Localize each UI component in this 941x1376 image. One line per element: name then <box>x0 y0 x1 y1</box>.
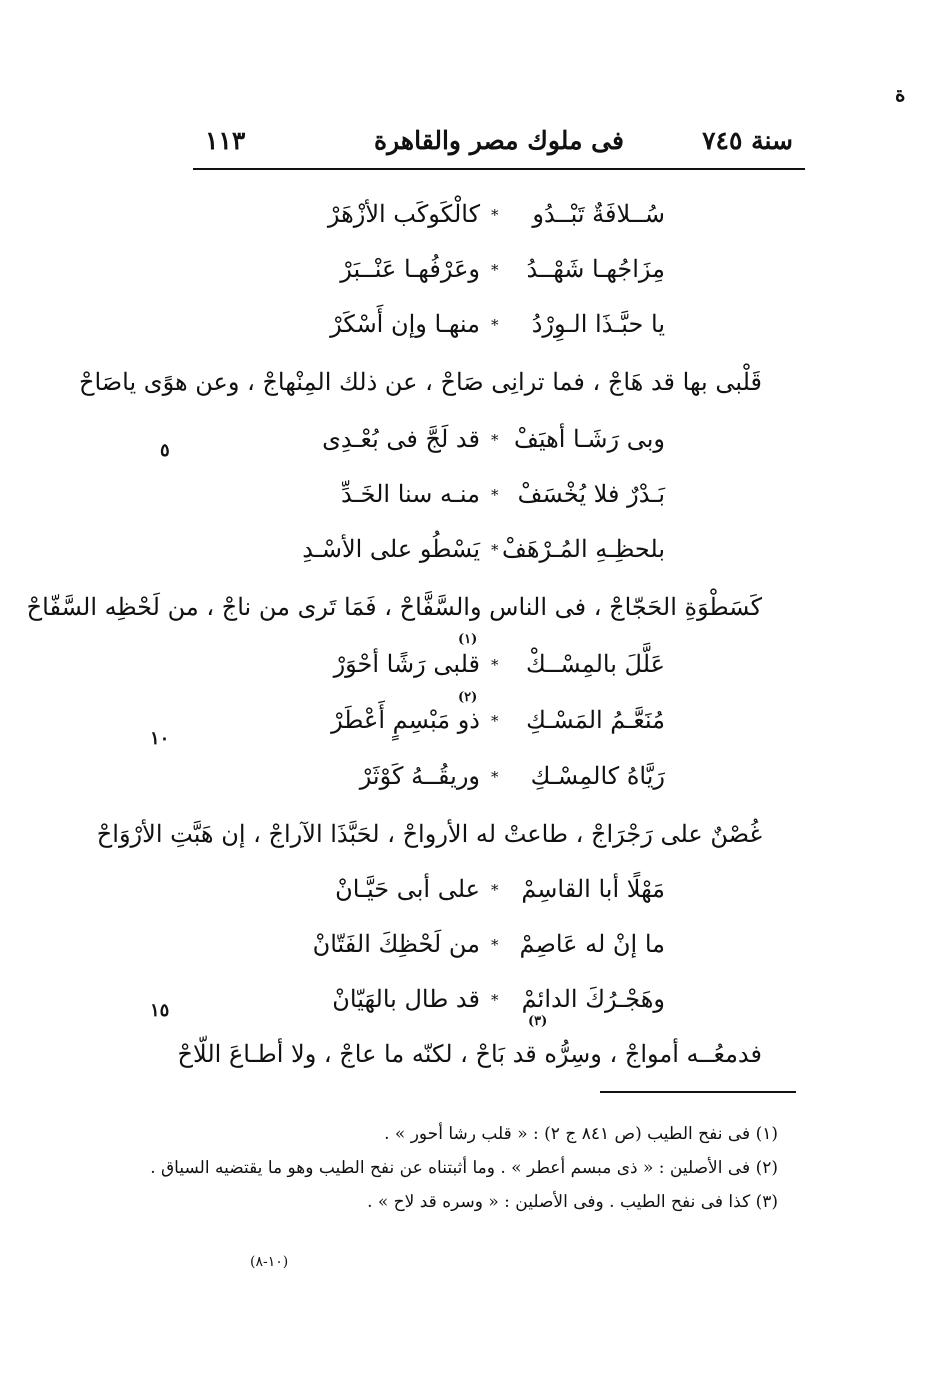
verse-line <box>0 255 941 295</box>
prose-line: غُصْنٌ على رَجْرَاجْ ، طاعتْ له الأرواحْ ، لحَبَّذَا الآراجْ ، إن هَبَّتِ الأرْوَاحْ <box>96 820 762 848</box>
hemistich-second: منهـا وإن أَسْكَرْ <box>330 310 480 338</box>
separator-star: * <box>491 541 499 559</box>
line-number-margin: ١٠ <box>150 728 170 749</box>
line-number-margin: ٥ <box>160 440 170 461</box>
separator-star: * <box>491 206 499 224</box>
hemistich-second: على أبى حَيَّـانْ <box>335 875 480 903</box>
hemistich-first: وبى رَشَـا أهيَفْ <box>514 425 665 453</box>
separator-star: * <box>491 936 499 954</box>
footnote-marker: (٢) <box>458 690 478 705</box>
running-header <box>193 118 805 170</box>
footnote: (٢) فى الأصلين : « ذى مبسم أعطر » . وما أثبتناه عن نفح الطيب وهو ما يقتضيه السياق . <box>150 1158 778 1178</box>
hemistich-first: بَـدْرٌ فلا يُخْسَفْ <box>517 480 665 508</box>
prose-line: قَلْبى بها قد هَاجْ ، فما ترانِى صَاحْ ، عن ذلك المِنْهاجْ ، وعن هوًى ياصَاحْ <box>78 368 762 396</box>
separator-star: * <box>491 316 499 334</box>
hemistich-second: قد لَجَّ فى بُعْـدِى <box>322 425 480 453</box>
verse-line <box>0 650 941 690</box>
separator-star: * <box>491 431 499 449</box>
verse-line <box>0 706 941 746</box>
hemistich-second: كالْكَوكَب الأزْهَرْ <box>327 200 480 228</box>
hemistich-second: منـه سنا الخَـدِّ <box>340 480 480 508</box>
verse-line <box>0 762 941 802</box>
header-title: فى ملوك مصر والقاهرة <box>374 126 624 155</box>
hemistich-first: رَيَّاهُ كالمِسْـكِ <box>530 762 665 790</box>
footnote-rule <box>600 1091 796 1093</box>
verse-line <box>0 425 941 465</box>
header-year: سنة ٧٤٥ <box>702 126 793 155</box>
hemistich-first: بلحظِـهِ المُـرْهَفْ <box>502 535 665 563</box>
hemistich-second: وعَرْفُهـا عَنْــبَرْ <box>340 255 480 283</box>
hemistich-second: من لَحْظِكَ الفَتّانْ <box>312 930 480 958</box>
prose-line: كَسَطْوَةِ الحَجّاجْ ، فى الناس والسَّفَّاحْ ، فَمَا تَرى من ناجْ ، من لَحْظِه السَّفّاحْ <box>26 593 762 621</box>
verse-line <box>0 310 941 350</box>
hemistich-second: ذو مَبْسِمٍ أَعْطَرْ <box>331 706 480 734</box>
footnote-marker: (٣) <box>528 1014 548 1029</box>
separator-star: * <box>491 991 499 1009</box>
hemistich-first: عَلَّلَ بالمِسْــكْ <box>526 650 665 678</box>
verse-line <box>0 480 941 520</box>
hemistich-second: وريقُــهُ كَوْثَرْ <box>359 762 480 790</box>
footnote: (١) فى نفح الطيب (ص ٨٤١ ج ٢) : « قلب رشا أحور » . <box>384 1124 778 1144</box>
prose-line: فدمعُــه أمواجْ ، وسِرُّه قد بَاحْ ، لكنّه ما عاجْ ، ولا أطـاعَ اللّاحْ <box>177 1040 762 1068</box>
hemistich-second: قد طال بالهَيّانْ <box>332 985 480 1013</box>
separator-star: * <box>491 261 499 279</box>
separator-star: * <box>491 768 499 786</box>
hemistich-first: وهَجْـرُكَ الدائمْ <box>521 985 665 1013</box>
footnote-marker: (١) <box>458 632 478 647</box>
hemistich-second: قلبى رَشًا أحْوَرْ <box>333 650 480 678</box>
corner-mark: ة <box>895 82 906 106</box>
hemistich-first: يا حبَّـذَا الـوِرْدُ <box>531 310 665 338</box>
page-number: ١١٣ <box>205 126 246 155</box>
verse-line <box>0 985 941 1025</box>
hemistich-first: مُنَعَّـمُ المَسْـكِ <box>526 706 665 734</box>
separator-star: * <box>491 656 499 674</box>
hemistich-first: مِزَاجُهـا شَهْــدُ <box>526 255 665 283</box>
hemistich-first: ما إنْ له عَاصِمْ <box>519 930 665 958</box>
verse-line <box>0 875 941 915</box>
separator-star: * <box>491 712 499 730</box>
separator-star: * <box>491 881 499 899</box>
verse-line <box>0 200 941 240</box>
hemistich-first: مَهْلًا أبا القاسِمْ <box>521 875 665 903</box>
hemistich-first: سُــلافَةٌ تَبْــدُو <box>532 200 665 228</box>
verse-line <box>0 535 941 575</box>
hemistich-second: يَسْطُو على الأسْـدِ <box>302 535 480 563</box>
line-number-margin: ١٥ <box>150 1000 170 1021</box>
verse-line <box>0 930 941 970</box>
footnote: (٣) كذا فى نفح الطيب . وفى الأصلين : « وسره قد لاح » . <box>367 1192 778 1212</box>
signature-mark: (١٠-٨) <box>250 1254 289 1270</box>
separator-star: * <box>491 486 499 504</box>
